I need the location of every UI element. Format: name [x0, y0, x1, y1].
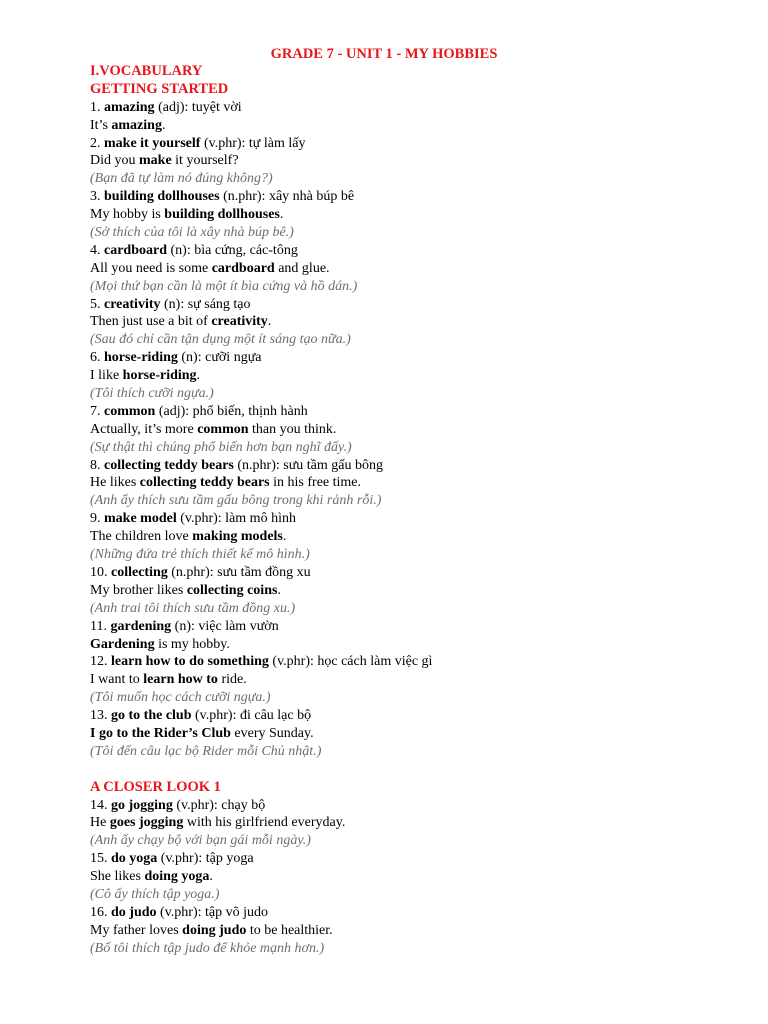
- text-span: .: [209, 869, 213, 885]
- text-span: He: [90, 815, 110, 831]
- translation: (Những đứa trẻ thích thiết kế mô hình.): [90, 547, 310, 563]
- bold-text: learn how to do something: [111, 654, 269, 670]
- bold-text: go jogging: [111, 797, 173, 813]
- text-span: Actually, it’s more: [90, 421, 198, 437]
- bold-text: do yoga: [111, 851, 158, 867]
- bold-text: cardboard: [211, 260, 275, 276]
- text-span: My brother likes: [90, 582, 187, 598]
- section-heading: I.VOCABULARY: [90, 63, 203, 79]
- text-span: is my hobby.: [154, 636, 230, 652]
- example-sentence: [90, 260, 730, 278]
- translation: (Mọi thứ bạn cần là một ít bìa cứng và hồ dán.): [90, 278, 358, 294]
- text-span: I like: [90, 368, 123, 384]
- bold-text: gardening: [110, 618, 172, 634]
- vocab-term: [90, 242, 730, 260]
- vocab-term: [90, 797, 730, 815]
- vocab-term: [90, 510, 730, 528]
- text-span: 13.: [90, 708, 111, 724]
- subsection-heading: GETTING STARTED: [90, 80, 229, 97]
- translation: (Anh ấy chạy bộ với bạn gái mỗi ngày.): [90, 833, 311, 849]
- vocab-term: [90, 564, 730, 582]
- text-span: 5.: [90, 296, 104, 312]
- text-span: in his free time.: [269, 475, 362, 491]
- text-span: it yourself?: [171, 153, 239, 169]
- bold-text: learn how to: [143, 672, 218, 688]
- text-span: She likes: [90, 869, 145, 885]
- text-span: than you think.: [248, 421, 337, 437]
- text-span: (v.phr): tự làm lấy: [200, 135, 306, 151]
- bold-text: doing yoga: [144, 869, 210, 885]
- subsection-heading: A CLOSER LOOK 1: [90, 778, 221, 795]
- translation: (Sự thật thì chúng phổ biến hơn bạn nghĩ đấy.): [90, 439, 352, 455]
- bold-text: collecting teddy bears: [104, 457, 234, 473]
- translation: (Sở thích của tôi là xây nhà búp bê.): [90, 225, 294, 241]
- text-span: to be healthier.: [246, 922, 333, 938]
- bold-text: Gardening: [90, 636, 155, 652]
- text-span: 8.: [90, 457, 104, 473]
- vocab-term: [90, 904, 730, 922]
- example-sentence: [90, 922, 730, 940]
- text-span: (adj): tuyệt vời: [154, 99, 242, 115]
- text-span: 6.: [90, 350, 104, 366]
- text-span: .: [282, 529, 287, 545]
- bold-text: goes jogging: [109, 815, 184, 831]
- translation: (Cô ấy thích tập yoga.): [90, 886, 220, 902]
- text-span: (v.phr): đi câu lạc bộ: [191, 708, 312, 724]
- text-span: 12.: [90, 654, 111, 670]
- text-span: 2.: [90, 135, 104, 151]
- example-sentence: [90, 868, 730, 886]
- vocab-term: [90, 618, 730, 636]
- example-sentence: [90, 636, 730, 654]
- vocab-term: [90, 707, 730, 725]
- bold-text: amazing: [104, 99, 155, 115]
- text-span: The children love: [90, 529, 193, 545]
- example-sentence: [90, 367, 730, 385]
- bold-text: common: [197, 421, 249, 437]
- text-span: It’s: [90, 117, 112, 133]
- text-span: 15.: [90, 851, 111, 867]
- text-span: (v.phr): tập yoga: [157, 851, 254, 867]
- example-sentence: [90, 814, 730, 832]
- bold-text: collecting teddy bears: [139, 475, 270, 491]
- text-span: (n.phr): sưu tầm đồng xu: [167, 564, 311, 580]
- bold-text: go to the club: [111, 708, 192, 724]
- text-span: 4.: [90, 242, 104, 258]
- example-sentence: [90, 671, 730, 689]
- text-span: (n): việc làm vườn: [171, 618, 279, 634]
- example-sentence: [90, 421, 730, 439]
- translation: (Tôi muốn học cách cưỡi ngựa.): [90, 690, 271, 706]
- text-span: 3.: [90, 189, 104, 205]
- text-span: 16.: [90, 904, 111, 920]
- text-span: (v.phr): chạy bộ: [172, 797, 266, 813]
- vocab-term: [90, 99, 730, 117]
- text-span: My father loves: [90, 922, 183, 938]
- text-span: (n): bìa cứng, các-tông: [167, 242, 298, 258]
- text-span: 7.: [90, 403, 104, 419]
- text-span: 11.: [90, 618, 111, 634]
- bold-text: I go to the Rider’s Club: [90, 725, 231, 741]
- translation: (Anh trai tôi thích sưu tầm đồng xu.): [90, 600, 296, 616]
- translation: (Anh ấy thích sưu tầm gấu bông trong khi rảnh rỗi.): [90, 493, 382, 509]
- text-span: with his girlfriend everyday.: [183, 815, 346, 831]
- example-sentence: [90, 582, 730, 600]
- bold-text: horse-riding: [122, 368, 197, 384]
- text-span: .: [279, 207, 284, 223]
- text-span: and glue.: [274, 260, 330, 276]
- bold-text: building dollhouses: [164, 207, 280, 223]
- translation: (Bố tôi thích tập judo để khỏe mạnh hơn.): [90, 940, 325, 956]
- text-span: Did you: [90, 153, 139, 169]
- text-span: (n): cưỡi ngựa: [177, 350, 262, 366]
- example-sentence: [90, 152, 730, 170]
- text-span: (v.phr): làm mô hình: [176, 511, 296, 527]
- bold-text: cardboard: [104, 242, 167, 258]
- bold-text: collecting coins: [186, 582, 278, 598]
- document-body: [90, 63, 730, 958]
- section-spacer: [90, 761, 730, 779]
- bold-text: collecting: [111, 564, 168, 580]
- vocab-term: [90, 188, 730, 206]
- text-span: every Sunday.: [230, 725, 314, 741]
- bold-text: horse-riding: [104, 350, 178, 366]
- text-span: 1.: [90, 99, 104, 115]
- vocab-term: [90, 653, 730, 671]
- text-span: All you need is some: [90, 260, 212, 276]
- text-span: 10.: [90, 564, 111, 580]
- translation: (Bạn đã tự làm nó đúng không?): [90, 171, 273, 187]
- text-span: 9.: [90, 511, 104, 527]
- example-sentence: [90, 206, 730, 224]
- vocab-term: [90, 457, 730, 475]
- bold-text: doing judo: [182, 922, 247, 938]
- bold-text: amazing: [111, 117, 162, 133]
- text-span: (v.phr): tập võ judo: [156, 904, 268, 920]
- text-span: 14.: [90, 797, 111, 813]
- example-sentence: [90, 313, 730, 331]
- example-sentence: [90, 725, 730, 743]
- translation: (Sau đó chỉ cần tận dụng một ít sáng tạo nữa.): [90, 332, 351, 348]
- vocab-term: [90, 296, 730, 314]
- text-span: .: [267, 314, 272, 330]
- translation: (Tôi đến câu lạc bộ Rider mỗi Chủ nhật.): [90, 743, 322, 759]
- vocab-term: [90, 135, 730, 153]
- bold-text: making models: [192, 529, 283, 545]
- text-span: (n): sự sáng tạo: [160, 296, 251, 312]
- bold-text: make it yourself: [104, 135, 201, 151]
- text-span: Then just use a bit of: [90, 314, 212, 330]
- bold-text: make: [139, 153, 172, 169]
- text-span: (adj): phổ biến, thịnh hành: [155, 403, 308, 419]
- example-sentence: [90, 117, 730, 135]
- bold-text: creativity: [211, 314, 268, 330]
- bold-text: make model: [104, 511, 177, 527]
- text-span: .: [277, 582, 281, 598]
- text-span: My hobby is: [90, 207, 165, 223]
- example-sentence: [90, 474, 730, 492]
- page-title: GRADE 7 - UNIT 1 - MY HOBBIES: [270, 46, 498, 62]
- text-span: .: [161, 117, 166, 133]
- bold-text: common: [104, 403, 156, 419]
- vocab-term: [90, 403, 730, 421]
- bold-text: do judo: [111, 904, 157, 920]
- text-span: (v.phr): học cách làm việc gì: [268, 654, 433, 670]
- text-span: I want to: [90, 672, 144, 688]
- text-span: (n.phr): xây nhà búp bê: [219, 189, 355, 205]
- example-sentence: [90, 528, 730, 546]
- translation: (Tôi thích cưỡi ngựa.): [90, 386, 214, 402]
- text-span: (n.phr): sưu tầm gấu bông: [233, 457, 383, 473]
- bold-text: building dollhouses: [104, 189, 220, 205]
- text-span: .: [196, 368, 201, 384]
- vocab-term: [90, 850, 730, 868]
- bold-text: creativity: [104, 296, 161, 312]
- text-span: ride.: [217, 672, 247, 688]
- text-span: He likes: [90, 475, 140, 491]
- vocab-term: [90, 349, 730, 367]
